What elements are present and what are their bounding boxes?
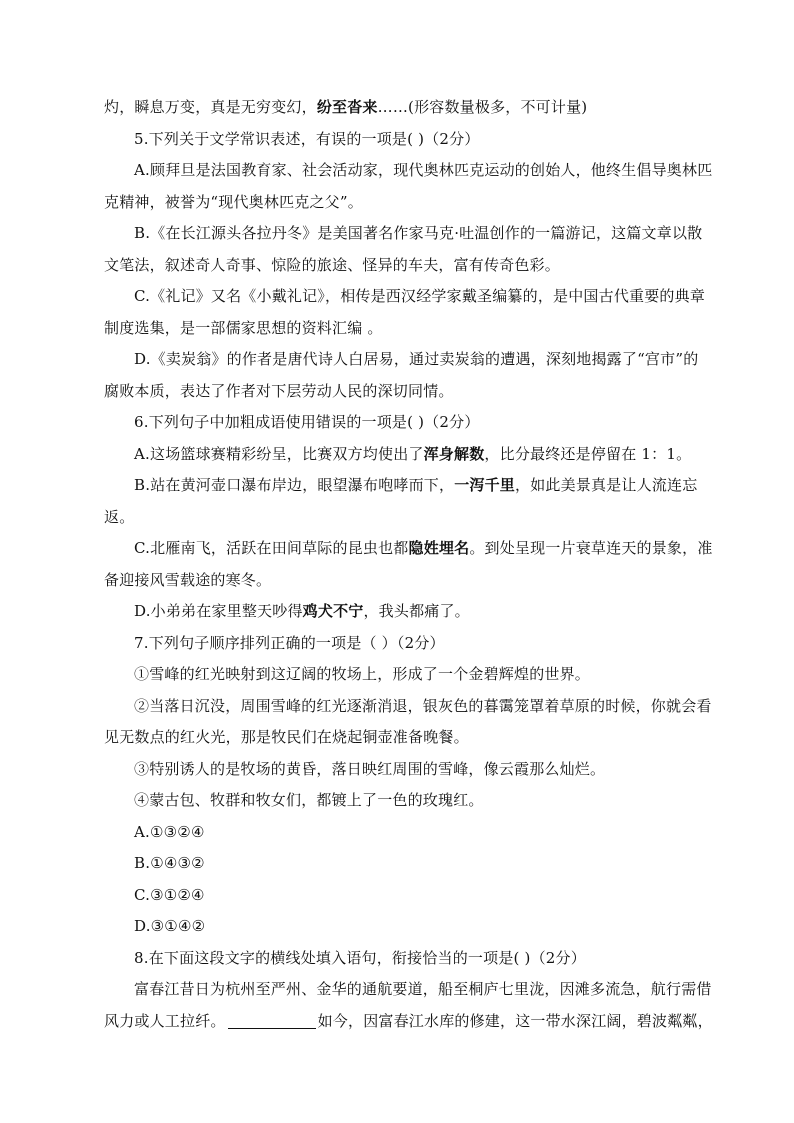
question-6: 6.下列句子中加粗成语使用错误的一项是( )（2分） [134,413,480,431]
option-6c: C.北雁南飞，活跃在田间草际的昆虫也都隐姓埋名。到处呈现一片衰草连天的景象，准 [134,539,713,557]
question-8: 8.在下面这段文字的横线处填入语句，衔接恰当的一项是( )（2分） [134,948,586,967]
sentence-4: ④蒙古包、牧群和牧女们，都镀上了一色的玫瑰红。 [134,791,484,809]
option-7d: D.③①④② [134,917,206,935]
option-6c-cont: 备迎接风雪载途的寒冬。 [104,570,272,589]
question-5: 5.下列关于文学常识表述，有误的一项是( )（2分） [134,129,480,148]
sentence-3: ③特别诱人的是牧场的黄昏，落日映红周围的雪峰，像云霞那么灿烂。 [134,759,606,778]
option-6b-cont: 返。 [104,507,135,526]
option-6d: D.小弟弟在家里整天吵得鸡犬不宁，我头都痛了。 [134,602,470,620]
option-5b-cont: 文笔法，叙述奇人奇事、惊险的旅途、怪异的车夫，富有传奇色彩。 [104,255,561,274]
option-5c: C.《礼记》又名《小戴礼记》，相传是西汉经学家戴圣编纂的，是中国古代重要的典章 [134,287,706,305]
text-line: 灼，瞬息万变，真是无穷变幻，纷至沓来……(形容数量极多，不可计量) [104,98,588,116]
option-6a: A.这场篮球赛精彩纷呈，比赛双方均使出了浑身解数，比分最终还是停留在 1：1。 [134,444,692,463]
bold-idiom: 纷至沓来 [316,98,378,116]
option-7b: B.①④③② [134,854,205,872]
sentence-2: ②当落日沉没，周围雪峰的红光逐渐消退，银灰色的暮霭笼罩着草原的时候，你就会看 [134,696,712,715]
bold-idiom: 鸡犬不宁 [302,602,364,620]
option-5a: A.顾拜旦是法国教育家、社会活动家，现代奥林匹克运动的创始人，他终生倡导奥林匹 [134,161,713,179]
question-7: 7.下列句子顺序排列正确的一项是（ ）（2分） [134,633,445,652]
passage-8: 富春江昔日为杭州至严州、金华的通航要道，船至桐庐七里泷，因滩多流急，航行需借 [134,980,712,998]
option-7c: C.③①②④ [134,885,205,904]
option-5d-cont: 腐败本质，表达了作者对下层劳动人民的深切同情。 [104,381,454,400]
sentence-2-cont: 见无数点的红火光，那是牧民们在烧起铜壶准备晚餐。 [104,728,469,746]
option-6b: B.站在黄河壶口瀑布岸边，眼望瀑布咆哮而下，一泻千里，如此美景真是让人流连忘 [134,476,698,494]
option-7a: A.①③②④ [134,822,205,841]
bold-idiom: 浑身解数 [423,444,485,463]
option-5d: D.《卖炭翁》的作者是唐代诗人白居易，通过卖炭翁的遭遇，深刻地揭露了“宫市”的 [134,350,699,368]
passage-8-cont: 风力或人工拉纤。 如今，因富春江水库的修建，这一带水深江阔，碧波粼粼， [104,1011,713,1030]
bold-idiom: 隐姓埋名 [408,539,470,557]
fill-in-blank [228,1010,316,1029]
exam-content [104,92,713,1037]
sentence-1: ①雪峰的红光映射到这辽阔的牧场上，形成了一个金碧辉煌的世界。 [134,665,591,683]
option-5b: B.《在长江源头各拉丹冬》是美国著名作家马克·吐温创作的一篇游记，这篇文章以散 [134,224,703,242]
option-5c-cont: 制度选集，是一部儒家思想的资料汇编 。 [104,318,383,337]
option-5a-cont: 克精神，被誉为“现代奥林匹克之父”。 [104,192,363,211]
bold-idiom: 一泻千里 [454,476,516,494]
